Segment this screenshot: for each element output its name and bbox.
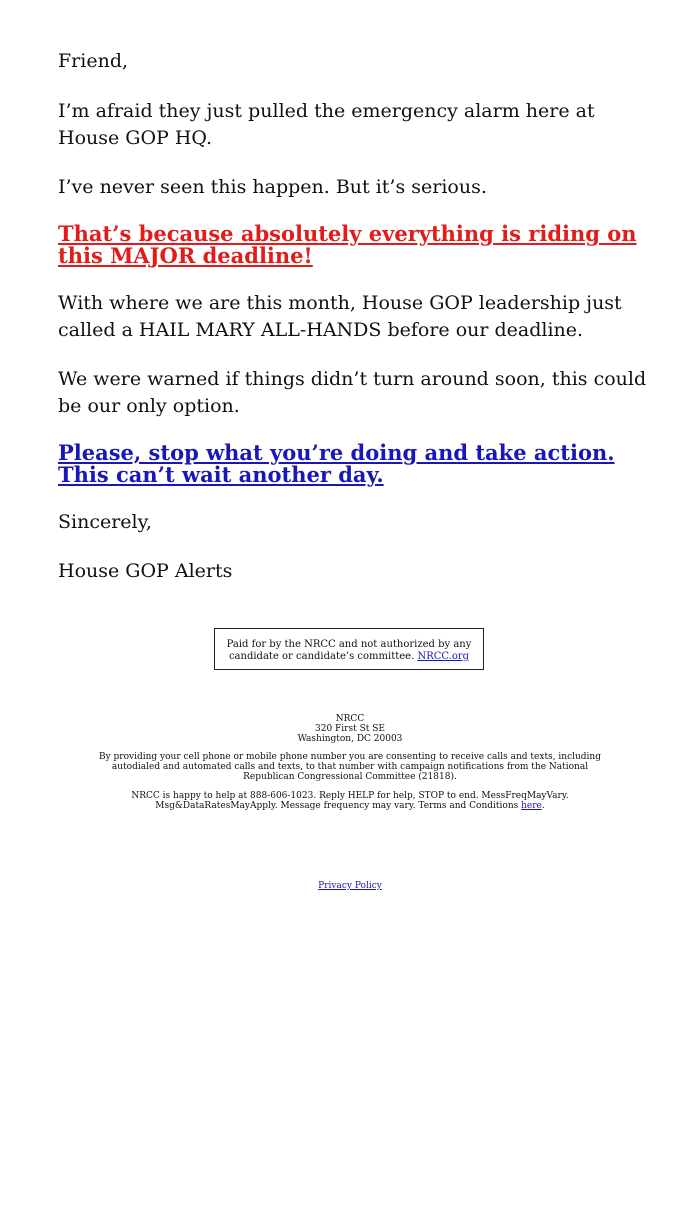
privacy-section	[0, 881, 700, 892]
help-text: NRCC is happy to help at 888-606-1023. Reply HELP for help, STOP to end. MessFreqMayVary. Msg&DataRatesMayApply. Message frequency may vary. Terms and Conditions	[131, 791, 569, 811]
paragraph-alarm: I’m afraid they just pulled the emergency alarm here at House GOP HQ.	[58, 100, 595, 149]
consent-text: By providing your cell phone or mobile phone number you are consenting to receive calls and texts, including autodialed and automated calls and texts, to that number with campaign notifications from the National Republican Congressional Committee (21818).	[98, 752, 601, 782]
help-paragraph: NRCC is happy to help at 888-606-1023. Reply HELP for help, STOP to end. MessFreqMayVary. Msg&DataRatesMayApply. Message frequency may vary. Terms and Conditions here.	[131, 791, 569, 811]
footer-street: 320 First St SE	[315, 724, 385, 734]
closing: Sincerely,	[58, 511, 152, 533]
nrcc-org-link[interactable]: NRCC.org	[417, 651, 470, 662]
paragraph-hail-mary: With where we are this month, House GOP leadership just called a HAIL MARY ALL-HANDS before our deadline.	[58, 292, 622, 341]
paragraph-warning: We were warned if things didn’t turn around soon, this could be our only option.	[58, 368, 647, 417]
paragraph-serious: I’ve never seen this happen. But it’s serious.	[58, 176, 487, 198]
signature: House GOP Alerts	[58, 560, 233, 582]
footer-address	[95, 714, 605, 744]
footer-city: Washington, DC 20003	[297, 734, 403, 744]
email-body	[58, 48, 648, 585]
deadline-link[interactable]: That’s because absolutely everything is riding on this MAJOR deadline!	[58, 221, 637, 268]
take-action-link[interactable]: Please, stop what you’re doing and take action. This can’t wait another day.	[58, 440, 615, 487]
greeting: Friend,	[58, 50, 129, 72]
privacy-policy-link[interactable]: Privacy Policy	[318, 881, 382, 891]
footer-org: NRCC	[335, 714, 365, 724]
terms-link[interactable]: here	[521, 801, 542, 811]
footer	[95, 714, 605, 811]
paid-for-disclaimer	[214, 628, 484, 670]
disclaimer-text: Paid for by the NRCC and not authorized by any candidate or candidate’s committee.	[226, 639, 472, 662]
